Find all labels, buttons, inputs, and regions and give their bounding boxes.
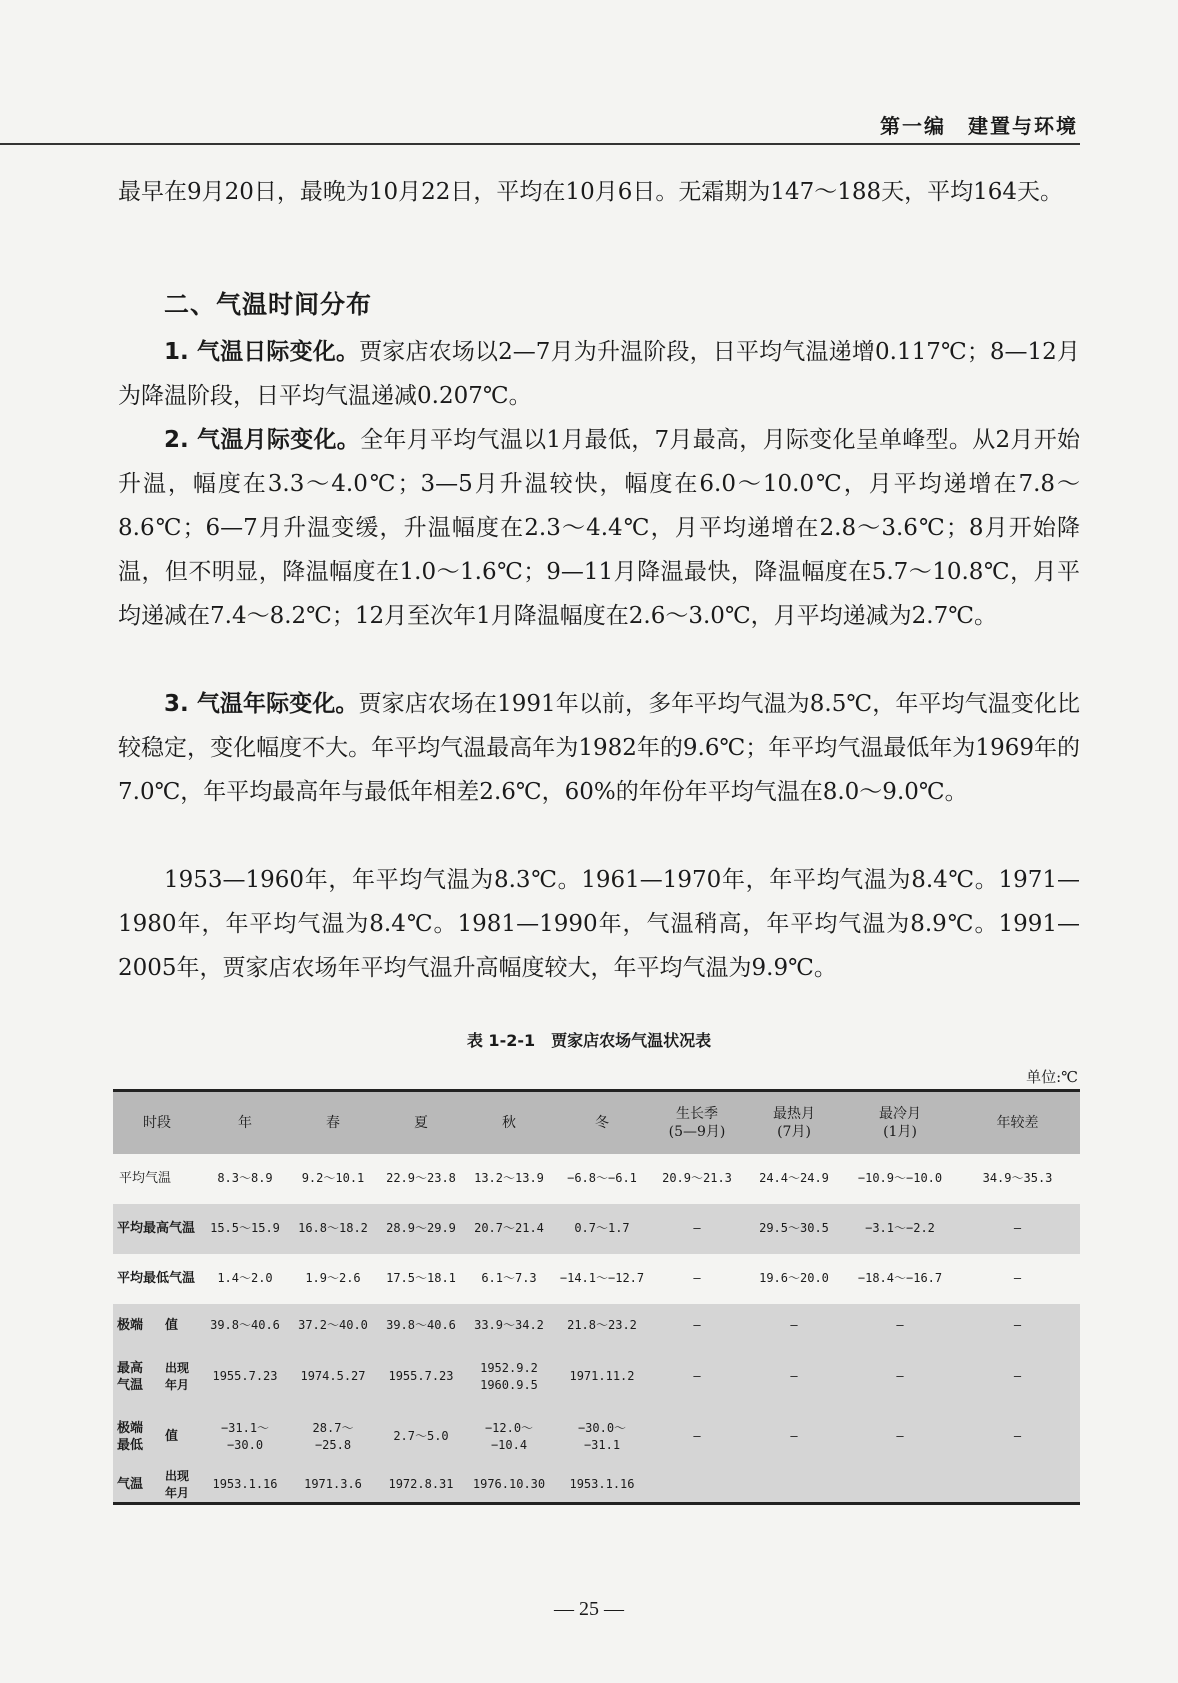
row-group-label: 极端 <box>117 1318 144 1333</box>
table-cell: −10.9～−10.0 <box>857 1171 943 1185</box>
table-cell: — <box>790 1369 798 1383</box>
table-cell: −30.0～ −31.1 <box>577 1420 627 1452</box>
table-cell: 28.7～ −25.8 <box>312 1420 354 1452</box>
table-cell: 20.9～21.3 <box>662 1171 732 1185</box>
row-label: 平均最高气温 <box>117 1221 196 1236</box>
table-cell: 1971.3.6 <box>304 1477 362 1492</box>
table-cell: — <box>693 1369 701 1383</box>
table-cell: 20.7～21.4 <box>474 1221 544 1235</box>
table-cell: 19.6～20.0 <box>759 1271 829 1285</box>
table-cell: 39.8～40.6 <box>386 1318 456 1332</box>
table-cell: 1.9～2.6 <box>305 1271 361 1285</box>
table-cell: 2.7～5.0 <box>393 1429 449 1443</box>
temperature-table <box>113 1089 1080 1505</box>
th-coldest-month: 最冷月 (1月) <box>879 1105 921 1140</box>
row-sub-label: 出现年月 <box>165 1360 190 1392</box>
table-row <box>113 1468 1080 1504</box>
paragraph-frost: 最早在9月20日，最晚为10月22日，平均在10月6日。无霜期为147～188天，平均164天。 <box>118 179 1064 205</box>
table-row <box>113 1254 1080 1304</box>
table-row <box>113 1348 1080 1406</box>
table-cell: −6.8～−6.1 <box>567 1171 637 1185</box>
table-cell: — <box>790 1318 798 1332</box>
header-rule <box>0 143 1080 145</box>
table-cell: 13.2～13.9 <box>474 1171 544 1185</box>
table-header-row <box>113 1091 1080 1154</box>
table-row <box>113 1154 1080 1204</box>
th-autumn: 秋 <box>502 1114 516 1131</box>
table-cell: −31.1～ −30.0 <box>220 1420 270 1452</box>
table-cell <box>845 1468 955 1504</box>
row-label: 平均最低气温 <box>117 1271 196 1286</box>
table-cell: — <box>1013 1221 1022 1235</box>
table-cell: 1972.8.31 <box>388 1477 454 1492</box>
table-cell: 24.4～24.9 <box>759 1171 829 1185</box>
table-cell: — <box>693 1271 701 1285</box>
table-cell: — <box>1013 1369 1022 1383</box>
paragraph-daily <box>118 330 1080 418</box>
table-cell: 17.5～18.1 <box>386 1271 456 1285</box>
table-cell: — <box>693 1429 701 1443</box>
table-cell: 22.9～23.8 <box>386 1171 456 1185</box>
table-cell: 37.2～40.0 <box>298 1318 368 1332</box>
paragraph-monthly <box>118 418 1080 638</box>
row-group-label: 最高 气温 <box>117 1360 144 1393</box>
table-row <box>113 1406 1080 1468</box>
table-cell: — <box>790 1429 798 1443</box>
row-group-label: 气温 <box>117 1477 144 1493</box>
table-cell <box>743 1468 845 1504</box>
table-cell: 33.9～34.2 <box>474 1318 544 1332</box>
section-heading: 二、气温时间分布 <box>164 290 373 319</box>
table-cell: — <box>1013 1318 1022 1332</box>
table-cell: 1952.9.2 1960.9.5 <box>480 1360 538 1392</box>
paragraph-text: 全年月平均气温以1月最低，7月最高，月际变化呈单峰型。从2月开始升温，幅度在3.3～4.0℃；3—5月升温较快，幅度在6.0～10.0℃，月平均递增在7.8～8.6℃；6—7月升温变缓，升温幅度在2.3～4.4℃，月平均递增在2.8～3.6℃；8月开始降温，但不明显，降温幅度在1.0～1.6℃；9—11月降温最快，降温幅度在5.7～10.8℃，月平均递减在7.4～8.2℃；12月至次年1月降温幅度在2.6～3.0℃，月平均递减为2.7℃。 <box>118 427 1080 629</box>
table-unit: 单位:℃ <box>1026 1068 1078 1086</box>
row-sub-label: 值 <box>165 1318 179 1333</box>
table-cell: 34.9～35.3 <box>982 1171 1053 1185</box>
table-cell: 6.1～7.3 <box>481 1271 537 1285</box>
paragraph-text: 贾家店农场以2—7月为升温阶段，日平均气温递增0.117℃；8—12月为降温阶段，日平均气温递减0.207℃。 <box>118 339 1080 409</box>
row-label: 平均气温 <box>119 1171 172 1186</box>
table-cell: 1955.7.23 <box>212 1369 278 1383</box>
paragraph-annual <box>118 682 1080 814</box>
table-cell <box>955 1468 1080 1504</box>
row-sub-label: 值 <box>165 1429 179 1444</box>
th-period: 时段 <box>143 1114 171 1131</box>
row-group-label: 极端 最低 <box>117 1420 144 1453</box>
table-cell: −14.1～−12.7 <box>559 1271 645 1285</box>
table-cell: 39.8～40.6 <box>210 1318 280 1332</box>
table-cell: 1974.5.27 <box>300 1369 366 1383</box>
table-cell: 28.9～29.9 <box>386 1221 456 1235</box>
paragraph-decades: 1953—1960年，年平均气温为8.3℃。1961—1970年，年平均气温为8.4℃。1971—1980年，年平均气温为8.4℃。1981—1990年，气温稍高，年平均气温为8.9℃。1991—2005年，贾家店农场年平均气温升高幅度较大，年平均气温为9.9℃。 <box>118 867 1080 981</box>
table-cell <box>651 1468 743 1504</box>
table-row <box>113 1304 1080 1348</box>
table-cell: — <box>896 1429 904 1443</box>
page-number: — 25 — <box>554 1598 624 1620</box>
th-summer: 夏 <box>414 1114 428 1131</box>
table-cell: 1955.7.23 <box>388 1369 454 1383</box>
table-cell: −12.0～ −10.4 <box>484 1420 534 1452</box>
paragraph-lead: 3. 气温年际变化。 <box>164 691 359 717</box>
table-cell: 15.5～15.9 <box>210 1221 280 1235</box>
table-cell: — <box>896 1318 904 1332</box>
table-cell: 1953.1.16 <box>569 1477 635 1492</box>
table-cell: 8.3～8.9 <box>217 1171 273 1185</box>
table-cell: — <box>1013 1429 1022 1443</box>
table-cell: 0.7～1.7 <box>574 1221 630 1235</box>
th-spring: 春 <box>326 1114 340 1131</box>
table-caption: 表 1-2-1 贾家店农场气温状况表 <box>466 1031 712 1050</box>
table-cell: 29.5～30.5 <box>759 1221 829 1235</box>
table-cell: 1953.1.16 <box>212 1477 278 1492</box>
paragraph-lead: 1. 气温日际变化。 <box>164 339 360 365</box>
running-header: 第一编 建置与环境 <box>880 114 1078 138</box>
paragraph-lead: 2. 气温月际变化。 <box>164 427 361 453</box>
th-growing-season: 生长季 (5—9月) <box>668 1105 726 1140</box>
table-row <box>113 1204 1080 1254</box>
table-cell: 1.4～2.0 <box>217 1271 273 1285</box>
paragraph-text: 贾家店农场在1991年以前，多年平均气温为8.5℃，年平均气温变化比较稳定，变化幅度不大。年平均气温最高年为1982年的9.6℃；年平均气温最低年为1969年的7.0℃，年平均最高年与最低年相差2.6℃，60%的年份年平均气温在8.0～9.0℃。 <box>118 691 1081 805</box>
table-cell: 1971.11.2 <box>569 1369 635 1383</box>
row-sub-label: 出现年月 <box>165 1468 190 1500</box>
table-cell: — <box>896 1369 904 1383</box>
table-cell: 16.8～18.2 <box>298 1221 368 1235</box>
table-cell: — <box>1013 1271 1022 1285</box>
th-year: 年 <box>238 1114 252 1131</box>
table-cell: 1976.10.30 <box>472 1477 546 1492</box>
th-hottest-month: 最热月 (7月) <box>773 1105 815 1140</box>
table-cell: — <box>693 1221 701 1235</box>
th-winter: 冬 <box>595 1114 609 1131</box>
th-annual-range: 年较差 <box>996 1114 1039 1131</box>
table-cell: 21.8～23.2 <box>567 1318 637 1332</box>
table-cell: — <box>693 1318 701 1332</box>
table-cell: −3.1～−2.2 <box>865 1221 935 1235</box>
table-cell: 9.2～10.1 <box>301 1171 365 1185</box>
table-cell: −18.4～−16.7 <box>857 1271 943 1285</box>
